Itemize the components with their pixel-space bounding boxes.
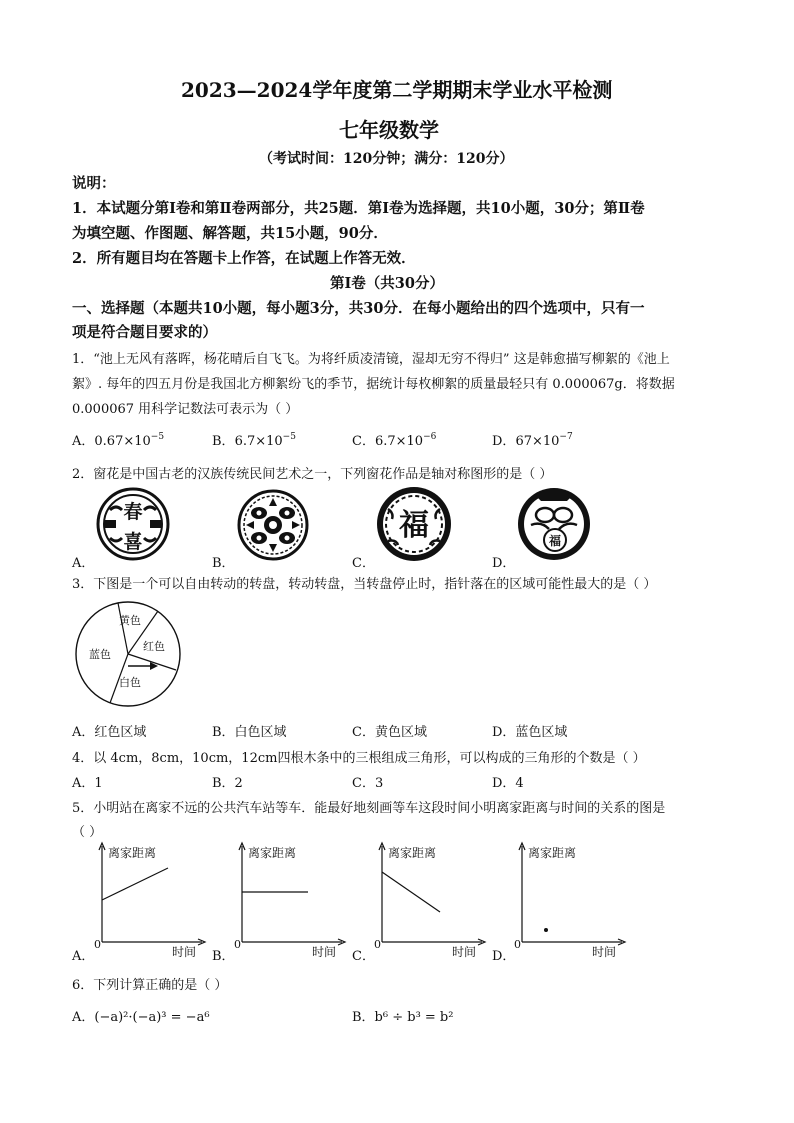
q5-option-c-label[interactable]: C． xyxy=(352,949,375,964)
q1-option-c[interactable]: C．$6.7\times 10^{-6}$ xyxy=(352,432,437,449)
q5-d-y-label: 离家距离 xyxy=(528,846,577,860)
paper-cut-a-top-char: 春 xyxy=(123,501,143,523)
q5-b-y-label: 离家距离 xyxy=(248,846,297,860)
q4-stem: 4．以 4cm，8cm，10cm，12cm四根木条中的三根组成三角形，可以构成的三角形的个数是（ ） xyxy=(72,751,646,766)
q5-graph-b xyxy=(230,840,350,962)
q2-option-b-label[interactable]: B． xyxy=(212,556,235,571)
instructions-label: 说明： xyxy=(72,175,116,192)
q3-option-a[interactable]: A．红色区域 xyxy=(72,725,147,740)
spinner-label-red: 红色 xyxy=(143,640,165,653)
q5-stem-cont: （ ） xyxy=(72,825,103,840)
q5-c-y-label: 离家距离 xyxy=(388,846,437,860)
q5-graph-c xyxy=(370,840,490,962)
q5-c-origin: 0 xyxy=(374,938,381,951)
q6-option-a[interactable]: A．(−a)²·(−a)³ = −a⁶ xyxy=(72,1010,210,1025)
q3-option-d[interactable]: D．蓝色区域 xyxy=(492,725,568,740)
q5-a-x-label: 时间 xyxy=(172,945,197,959)
q4-option-c[interactable]: C．3 xyxy=(352,776,384,791)
q5-d-x-label: 时间 xyxy=(592,945,617,959)
subject-title: 七年级数学 xyxy=(339,118,439,142)
q5-b-x-label: 时间 xyxy=(312,945,337,959)
section-heading: 一、选择题（本题共10小题，每小题3分，共30分．在每小题给出的四个选项中，只有一 xyxy=(72,300,645,317)
q5-stem: 5．小明站在离家不远的公共汽车站等车．能最好地刻画等车这段时间小明离家距离与时间的关系的图是 xyxy=(72,801,666,816)
q2-option-c-label[interactable]: C． xyxy=(352,556,375,571)
q4-option-b[interactable]: B．2 xyxy=(212,776,243,791)
q2-option-d-label[interactable]: D． xyxy=(492,556,516,571)
paper-cut-c-char: 福 xyxy=(399,508,429,543)
q1-option-d[interactable]: D．$67\times 10^{-7}$ xyxy=(492,432,573,449)
q5-option-a-label[interactable]: A． xyxy=(72,949,95,964)
q3-stem: 3．下图是一个可以自由转动的转盘，转动转盘，当转盘停止时，指针落在的区域可能性最大的是（ ） xyxy=(72,577,657,592)
paper-cut-a-image xyxy=(94,486,172,562)
q6-option-b[interactable]: B．b⁶ ÷ b³ = b² xyxy=(352,1010,454,1025)
instruction-item-1-cont: 为填空题、作图题、解答题，共15小题，90分． xyxy=(72,225,388,242)
q5-graph-a xyxy=(90,840,210,962)
q1-stem-cont: 絮》. 每年的四五月份是我国北方柳絮纷飞的季节，据统计每枚柳絮的质量最轻只有 0.000067g．将数据 xyxy=(72,377,675,392)
q3-option-b[interactable]: B．白色区域 xyxy=(212,725,287,740)
paper-cut-d-image xyxy=(515,485,593,563)
q5-c-x-label: 时间 xyxy=(452,945,477,959)
instruction-item-2: 2．所有题目均在答题卡上作答，在试题上作答无效． xyxy=(72,250,416,267)
q1-stem: 1．“池上无风有落晖，杨花晴后自飞飞。为将纤质凌清镜，湿却无穷不得归” 这是韩愈描写柳絮的《池上 xyxy=(72,352,670,367)
paper-cut-d-char: 福 xyxy=(548,534,562,548)
paper-cut-a-bottom-char: 喜 xyxy=(123,531,143,553)
spinner-label-blue: 蓝色 xyxy=(89,648,111,661)
paper-cut-b-image xyxy=(235,488,311,562)
exam-title: 2023—2024学年度第二学期期末学业水平检测 xyxy=(181,78,613,102)
q6-stem: 6．下列计算正确的是（ ） xyxy=(72,978,228,993)
spinner-label-white: 白色 xyxy=(119,676,141,689)
section-heading-cont: 项是符合题目要求的） xyxy=(72,324,217,341)
q1-stem-cont2: 0.000067 用科学记数法可表示为（ ） xyxy=(72,402,299,417)
spinner-label-yellow: 黄色 xyxy=(119,614,141,627)
q1-option-b[interactable]: B．$6.7\times 10^{-5}$ xyxy=(212,432,296,449)
q4-option-a[interactable]: A．1 xyxy=(72,776,103,791)
q5-a-origin: 0 xyxy=(94,938,101,951)
q3-option-c[interactable]: C．黄色区域 xyxy=(352,725,427,740)
q4-option-d[interactable]: D．4 xyxy=(492,776,524,791)
q5-option-b-label[interactable]: B． xyxy=(212,949,235,964)
q5-graph-d xyxy=(510,840,630,962)
q2-option-a-label[interactable]: A． xyxy=(72,556,95,571)
q5-d-origin: 0 xyxy=(514,938,521,951)
q1-option-a[interactable]: A．$0.67\times 10^{-5}$ xyxy=(72,432,165,449)
q5-a-y-label: 离家距离 xyxy=(108,846,157,860)
paper-cut-c-image xyxy=(374,485,454,563)
q5-option-d-label[interactable]: D． xyxy=(492,949,516,964)
spinner-wheel xyxy=(72,598,184,710)
q2-stem: 2．窗花是中国古老的汉族传统民间艺术之一，下列窗花作品是轴对称图形的是（ ） xyxy=(72,467,553,482)
instruction-item-1: 1．本试题分第Ⅰ卷和第Ⅱ卷两部分，共25题．第Ⅰ卷为选择题，共10小题，30分；第Ⅱ卷 xyxy=(72,200,645,217)
exam-time-note: （考试时间：120分钟；满分：120分） xyxy=(259,151,514,167)
q5-b-origin: 0 xyxy=(234,938,241,951)
part1-heading: 第Ⅰ卷（共30分） xyxy=(330,275,444,292)
